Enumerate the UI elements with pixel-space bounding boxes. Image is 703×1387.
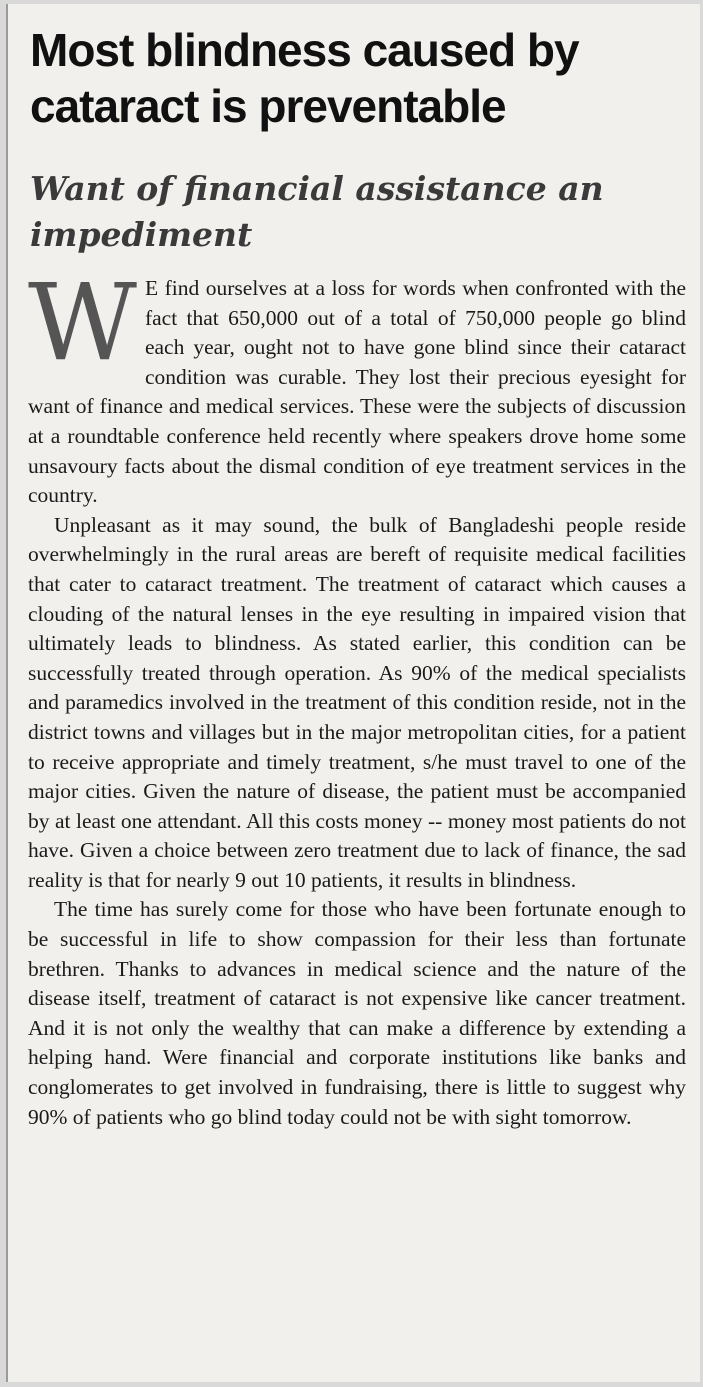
article-body: [28, 261, 686, 1132]
headline: Most blindness caused by cataract is preventable: [30, 24, 579, 132]
paragraph-1: [28, 261, 686, 511]
paragraph-3: The time has surely come for those who have been fortunate enough to be successful in life to show compassion for their less than fortunate brethren. Thanks to advances in medical science and the nature of the disease itself, treatment of cataract is not expensive like cancer treatment. And it is not only the wealthy that can make a difference by extending a helping hand. Were financial and corporate institutions like banks and conglomerates to get involved in fundraising, there is little to suggest why 90% of patients who go blind today could not be with sight tomorrow.: [28, 897, 686, 1129]
subheadline: Want of financial assistance an impediment: [30, 169, 604, 254]
paragraph-1-text: E find ourselves at a loss for words when confronted with the fact that 650,000 out of a total of 750,000 people go blind each year, ought not to have gone blind since their cataract condition was curable. They lost their precious eyesight for want of finance and medical services. These were the subjects of discussion at a roundtable conference held recently where speakers drove home some unsavoury facts about the dismal condition of eye treatment services in the country.: [28, 276, 686, 508]
drop-cap: W: [28, 261, 137, 384]
paragraph-2: Unpleasant as it may sound, the bulk of Bangladeshi people reside overwhelmingly in the rural areas are bereft of requisite medical facilities that cater to cataract treatment. The treatment of cataract which causes a clouding of the natural lenses in the eye resulting in impaired vision that ultimately leads to blindness. As stated earlier, this condition can be successfully treated through operation. As 90% of the medical specialists and paramedics involved in the treatment of this condition reside, not in the district towns and villages but in the major metropolitan cities, for a patient to receive appropriate and timely treatment, s/he must travel to one of the major cities. Given the nature of disease, the patient must be accompanied by at least one attendant. All this costs money -- money most patients do not have. Given a choice between zero treatment due to lack of finance, the sad reality is that for nearly 9 out 10 patients, it results in blindness.: [28, 512, 686, 892]
newspaper-clipping: [6, 4, 700, 1382]
